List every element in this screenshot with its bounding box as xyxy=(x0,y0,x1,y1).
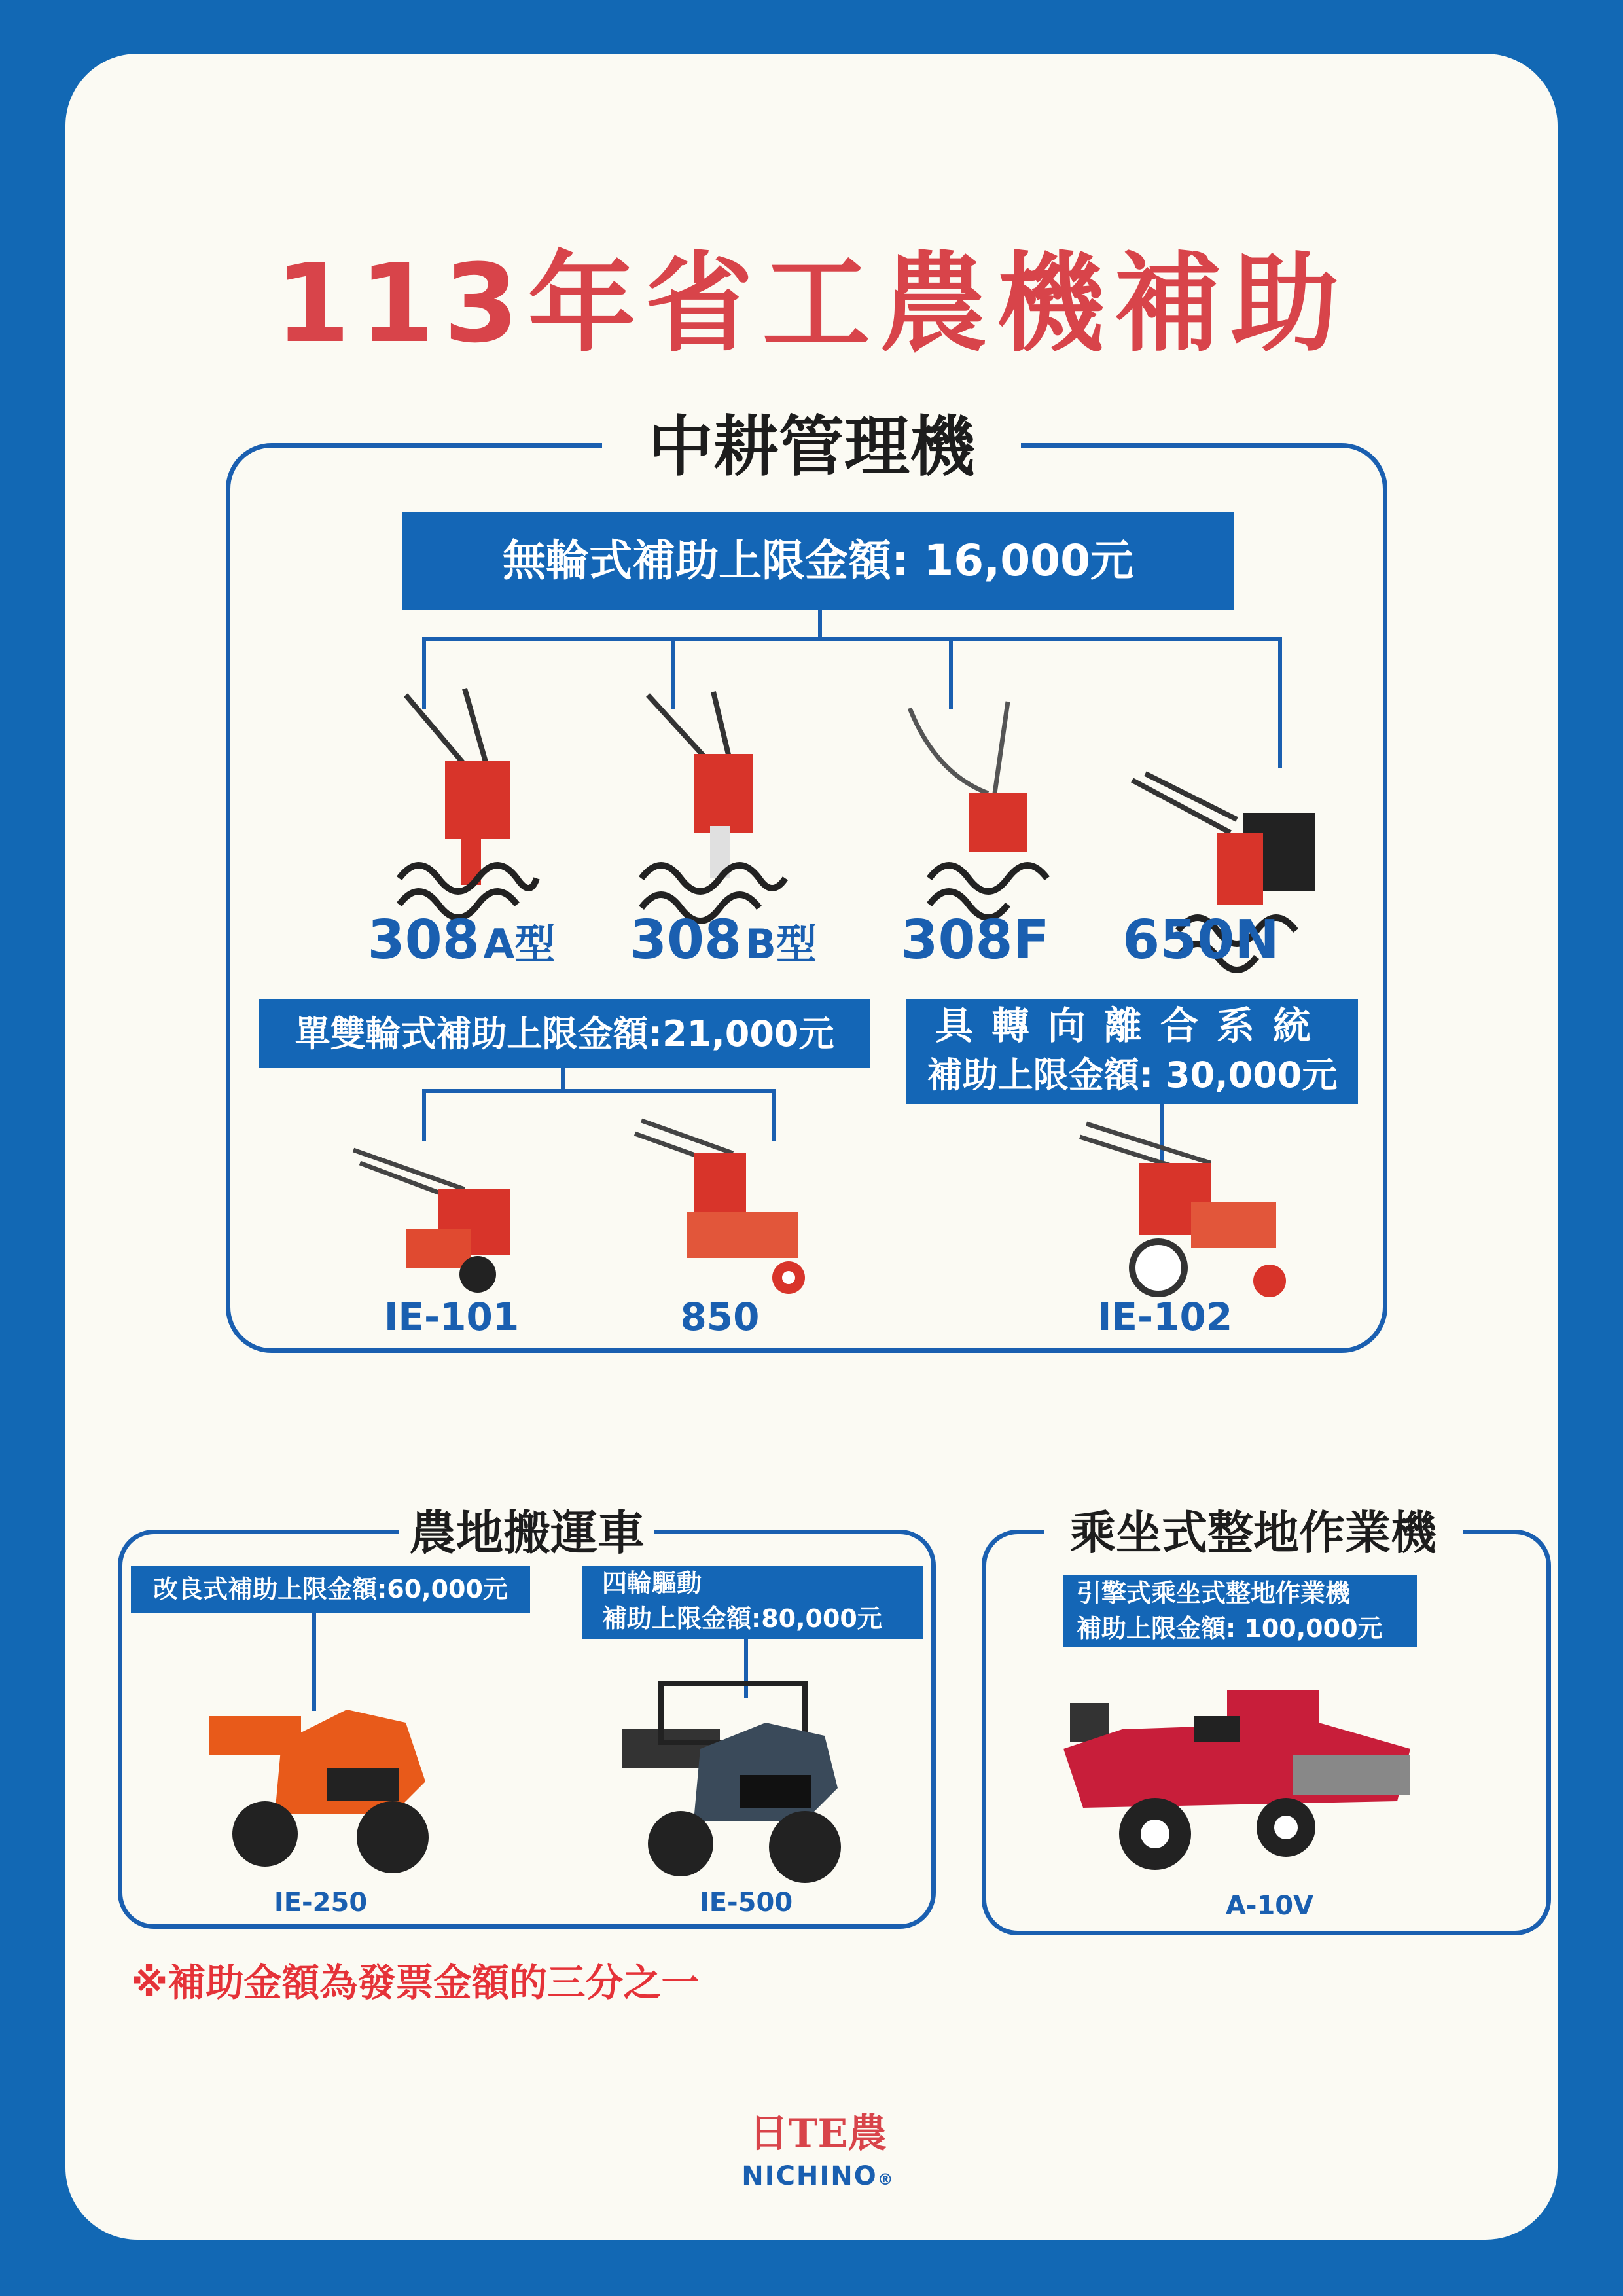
model-number: 308 xyxy=(629,909,742,971)
brand-name-text: NICHINO xyxy=(741,2161,878,2191)
model-label-ie500: IE-500 xyxy=(699,1888,793,1918)
connector-line xyxy=(561,1068,565,1091)
riding-a10v-image xyxy=(1044,1651,1423,1880)
model-label-a10v: A-10V xyxy=(1225,1891,1314,1921)
tiller-ie102-image xyxy=(1073,1117,1296,1314)
model-label-850: 850 xyxy=(680,1295,760,1339)
model-label-ie250: IE-250 xyxy=(274,1888,368,1918)
atv-ie500-image xyxy=(609,1677,851,1886)
tiller-ie101-image xyxy=(347,1130,543,1300)
awd-subsidy-badge xyxy=(582,1566,923,1639)
connector-line xyxy=(422,1089,776,1093)
atv-ie250-image xyxy=(196,1683,438,1880)
connector-line xyxy=(1278,637,1282,768)
model-label-308a xyxy=(360,908,563,973)
transport-section-title: 農地搬運車 xyxy=(399,1503,654,1562)
connector-line xyxy=(818,610,822,639)
clutch-subsidy-badge xyxy=(906,999,1358,1104)
model-label-308b xyxy=(622,908,825,973)
tiller-308a-image xyxy=(380,682,543,931)
model-label-308f xyxy=(880,908,1070,973)
improved-subsidy-badge: 改良式補助上限金額:60,000元 xyxy=(131,1566,530,1613)
poster-sheet xyxy=(65,54,1558,2240)
registered-mark: ® xyxy=(877,2170,895,2189)
tiller-308b-image xyxy=(628,682,798,931)
clutch-badge-line2: 補助上限金額: 30,000元 xyxy=(927,1054,1338,1096)
model-number: 308 xyxy=(367,909,480,971)
model-label-650n xyxy=(1106,908,1296,973)
tiller-850-image xyxy=(628,1114,818,1310)
brand-logo: 日TE農 xyxy=(749,2111,887,2157)
riding-subsidy-badge xyxy=(1063,1575,1417,1647)
model-number: 650N xyxy=(1122,909,1279,971)
model-label-ie102: IE-102 xyxy=(1097,1295,1233,1339)
brand-name xyxy=(726,2161,910,2191)
model-label-ie101: IE-101 xyxy=(383,1295,520,1339)
awd-badge-line2: 補助上限金額:80,000元 xyxy=(602,1604,882,1633)
model-suffix: A型 xyxy=(483,920,556,968)
connector-line xyxy=(422,637,1282,641)
riding-badge-line1: 引擎式乘坐式整地作業機 xyxy=(1077,1579,1351,1607)
subsidy-note: ※補助金額為發票金額的三分之一 xyxy=(131,1960,700,2005)
page-title: 113年省工農機補助 xyxy=(275,241,1348,367)
riding-section-title: 乘坐式整地作業機 xyxy=(1044,1503,1463,1562)
model-number: 308F xyxy=(901,909,1050,971)
no-wheel-subsidy-badge: 無輪式補助上限金額: 16,000元 xyxy=(402,512,1234,610)
cultivator-section-title: 中耕管理機 xyxy=(602,410,1021,482)
model-suffix: B型 xyxy=(745,920,817,968)
riding-badge-line2: 補助上限金額: 100,000元 xyxy=(1077,1614,1383,1643)
tiller-308f-image xyxy=(897,695,1067,931)
clutch-badge-line1: 具轉向離合系統 xyxy=(935,1003,1329,1048)
wheel-subsidy-badge: 單雙輪式補助上限金額:21,000元 xyxy=(259,999,870,1068)
awd-badge-line1: 四輪驅動 xyxy=(602,1569,702,1598)
